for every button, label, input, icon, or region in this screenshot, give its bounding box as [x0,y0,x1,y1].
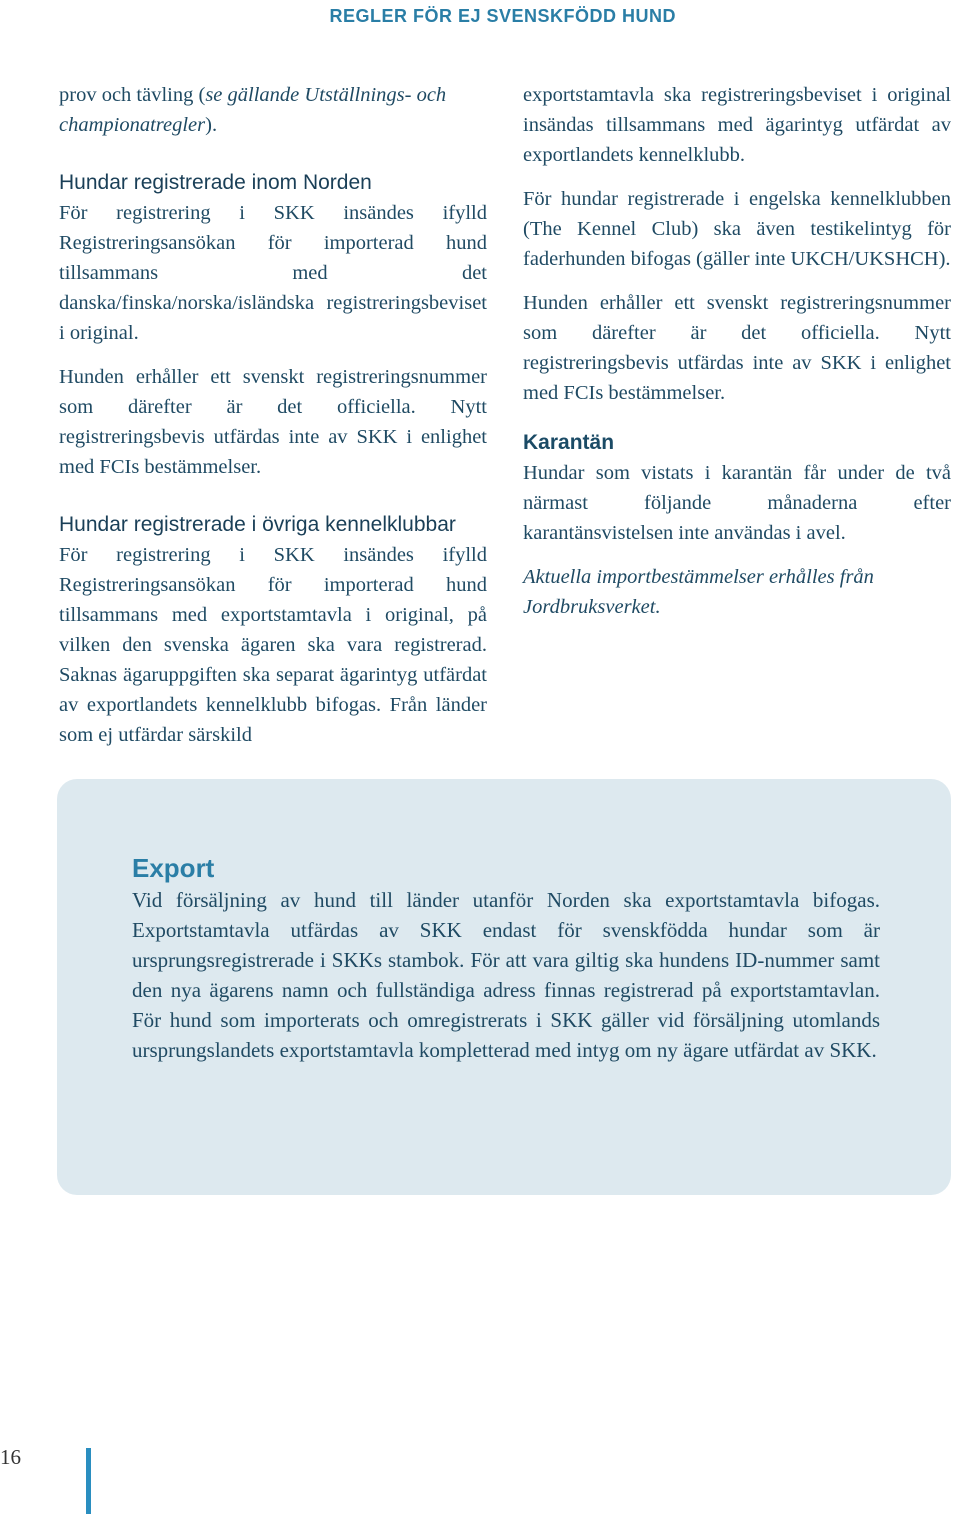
left-column [59,80,487,764]
right-column [523,80,951,636]
section-heading-karantan: Karantän [523,431,615,454]
page-number: 16 [0,1445,21,1469]
export-heading: Export [132,853,215,883]
export-info-box [57,779,951,1195]
export-body: Vid försäljning av hund till länder utanför Norden ska exportstamtavla bifogas. Exportstamtavla utfärdas av SKK endast för svenskfödda hundar som är ursprungsregistrerade i SKKs stambok. För att vara giltig ska hundens ID-nummer samt den nya ägarens namn och fullständiga adress finnas registrerad på exportstamtavlan. För hund som importerats och omregistrerats i SKK gäller vid försäljning utomlands ursprungslandets exportstamtavla kompletterad med intyg om ny ägare utfärdat av SKK. [132,888,880,1062]
intro-paragraph [59,80,487,140]
paragraph-import-note: Aktuella importbestämmelser erhålles från Jordbruksverket. [523,566,874,618]
export-content [132,851,880,1065]
paragraph-exportstamtavla: exportstamtavla ska registreringsbeviset i original insändas tillsammans med ägarintyg utfärdat av exportlandets kennelklubb. [523,84,951,166]
paragraph-karantan: Hundar som vistats i karantän får under de två närmast följande månaderna efter karantänsvistelsen inte användas i avel. [523,462,951,544]
page-margin-rule [86,1448,91,1514]
paragraph-ovriga-registration: För registrering i SKK insändes ifylld Registreringsansökan för importerad hund tillsammans med exportstamtavla i original, på vilken den svenska ägaren ska vara registrerad. Saknas ägaruppgiften ska separat ägarintyg utfärdat av exportlandets kennelklubb bifogas. Från länder som ej utfärdar särskild [59,544,487,746]
running-head: REGLER FÖR EJ SVENSKFÖDD HUND [329,6,676,26]
intro-italic-reference: se gällande Utställnings- och championatregler [59,84,447,136]
paragraph-registration-number: Hunden erhåller ett svenskt registreringsnummer som därefter är det officiella. Nytt registreringsbevis utfärdas inte av SKK i enlighet med FCIs bestämmelser. [523,292,951,404]
paragraph-norden-number: Hunden erhåller ett svenskt registreringsnummer som därefter är det officiella. Nytt registreringsbevis utfärdas inte av SKK i enlighet med FCIs bestämmelser. [59,366,487,478]
paragraph-norden-registration: För registrering i SKK insändes ifylld Registreringsansökan för importerad hund tillsammans med det danska/finska/norska/isländska registreringsbeviset i original. [59,202,487,344]
intro-text-before: prov och tävling ( [59,84,206,106]
paragraph-kennel-club: För hundar registrerade i engelska kennelklubben (The Kennel Club) ska även testikelintyg för faderhunden bifogas (gäller inte UKCH/UKSHCH). [523,188,951,270]
section-heading-norden: Hundar registrerade inom Norden [59,171,372,194]
intro-text-after: ). [205,114,218,136]
section-heading-ovriga: Hundar registrerade i övriga kennelklubbar [59,513,456,536]
